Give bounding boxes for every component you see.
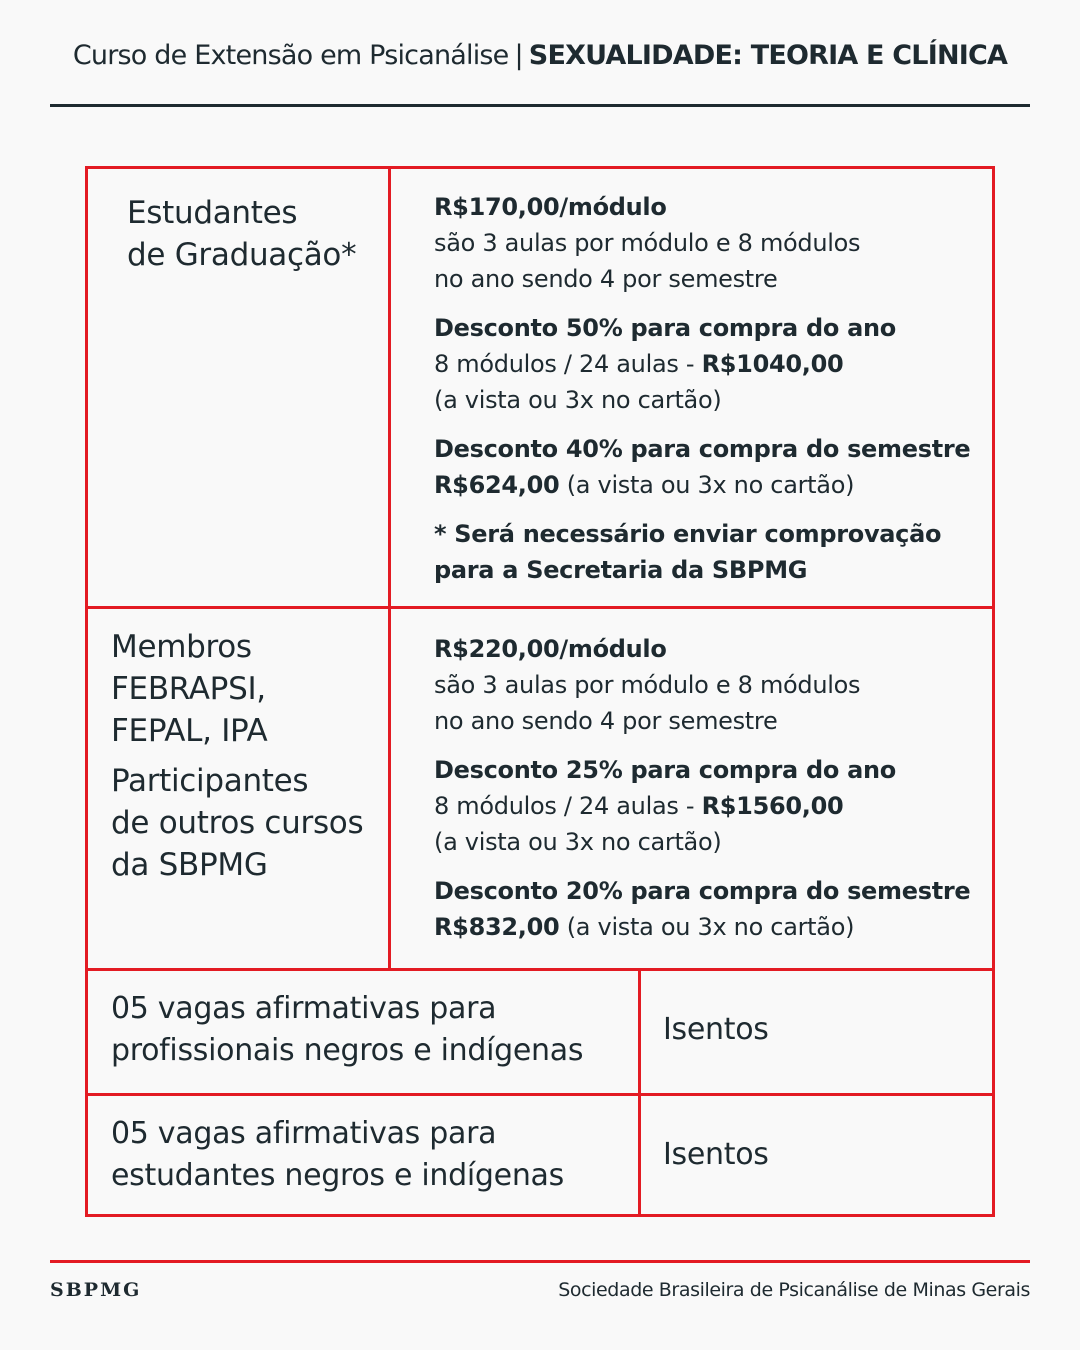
detail-line: são 3 aulas por módulo e 8 módulos: [434, 229, 861, 257]
year-payment: (a vista ou 3x no cartão): [434, 386, 722, 414]
sbpmg-logo: SBPMG: [50, 1279, 142, 1301]
semester-payment: (a vista ou 3x no cartão): [559, 913, 855, 941]
table-border-bottom: [85, 1214, 995, 1217]
pricing-members: [434, 631, 984, 945]
row-label-affirmative-students: [111, 1113, 564, 1197]
exempt-text: Isentos: [663, 1137, 769, 1172]
row-label-members: [111, 626, 363, 886]
label-line: Membros: [111, 629, 252, 665]
table-border-right: [992, 166, 995, 1217]
page-header: [0, 40, 1080, 71]
column-divider-lower: [638, 968, 641, 1217]
year-discount: Desconto 25% para compra do ano: [434, 756, 896, 784]
year-payment: (a vista ou 3x no cartão): [434, 828, 722, 856]
label-line: profissionais negros e indígenas: [111, 1033, 584, 1068]
row-label-undergrad: [127, 192, 356, 276]
module-price: R$170,00/módulo: [434, 193, 667, 221]
exemption-value: [663, 1009, 769, 1051]
course-name: Curso de Extensão em Psicanálise: [72, 40, 509, 71]
detail-line: no ano sendo 4 por semestre: [434, 707, 778, 735]
year-price: R$1040,00: [701, 350, 844, 378]
organization-name: Sociedade Brasileira de Psicanálise de Minas Gerais: [558, 1279, 1030, 1301]
year-discount: Desconto 50% para compra do ano: [434, 314, 896, 342]
label-line: estudantes negros e indígenas: [111, 1158, 564, 1193]
label-line: Estudantes: [127, 195, 298, 231]
semester-discount: Desconto 20% para compra do semestre: [434, 877, 971, 905]
footer-divider: [50, 1260, 1030, 1263]
year-modules: 8 módulos / 24 aulas -: [434, 350, 702, 378]
label-line: 05 vagas afirmativas para: [111, 1116, 497, 1151]
year-price: R$1560,00: [701, 792, 844, 820]
row-divider-2: [85, 968, 995, 971]
label-line: Participantes: [111, 763, 309, 799]
semester-price: R$832,00: [434, 913, 560, 941]
detail-line: são 3 aulas por módulo e 8 módulos: [434, 671, 861, 699]
label-line: 05 vagas afirmativas para: [111, 991, 497, 1026]
exempt-text: Isentos: [663, 1012, 769, 1047]
label-line: de outros cursos: [111, 805, 364, 841]
semester-payment: (a vista ou 3x no cartão): [559, 471, 855, 499]
note-line: * Será necessário enviar comprovação: [434, 520, 942, 548]
detail-line: no ano sendo 4 por semestre: [434, 265, 778, 293]
label-line: de Graduação*: [127, 237, 357, 273]
table-border-left: [85, 166, 88, 1217]
table-border-top: [85, 166, 995, 169]
label-line: FEBRAPSI,: [111, 671, 266, 707]
year-modules: 8 módulos / 24 aulas -: [434, 792, 702, 820]
column-divider-upper: [388, 166, 391, 971]
row-divider-3: [85, 1093, 995, 1096]
note-line: para a Secretaria da SBPMG: [434, 556, 808, 584]
header-separator: |: [514, 40, 523, 71]
row-label-affirmative-professionals: [111, 988, 583, 1072]
semester-discount: Desconto 40% para compra do semestre: [434, 435, 971, 463]
course-title: SEXUALIDADE: TEORIA E CLÍNICA: [528, 40, 1008, 71]
semester-price: R$624,00: [434, 471, 560, 499]
row-divider-1: [85, 606, 995, 609]
header-divider: [50, 104, 1030, 107]
module-price: R$220,00/módulo: [434, 635, 667, 663]
label-line: da SBPMG: [111, 847, 268, 883]
exemption-value: [663, 1134, 769, 1176]
label-line: FEPAL, IPA: [111, 713, 268, 749]
pricing-undergrad: [434, 189, 984, 588]
